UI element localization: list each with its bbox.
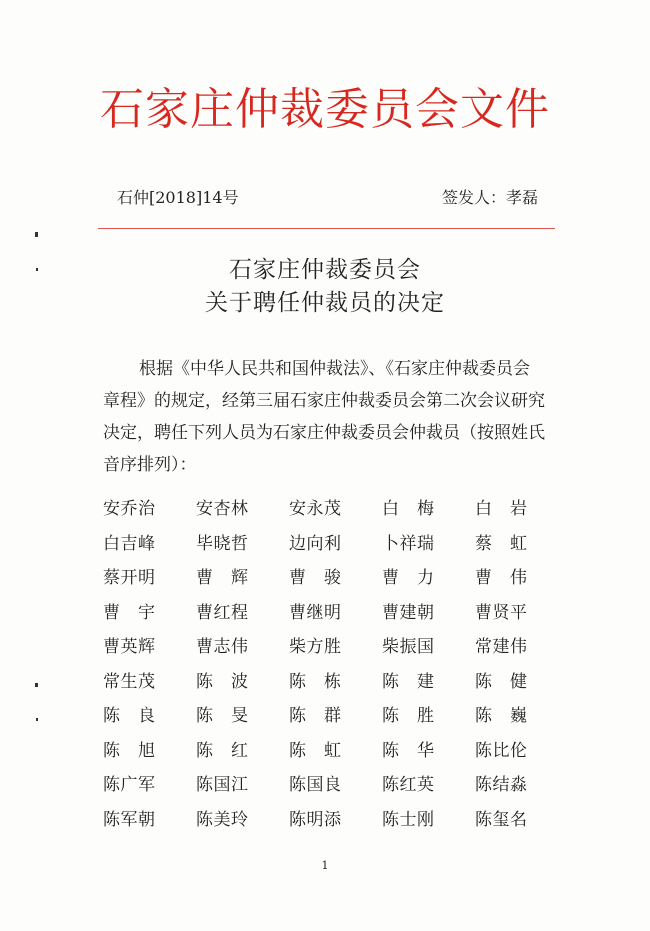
document-number: 石仲[2018]14号 — [117, 188, 239, 207]
arbitrator-name: 曹继明 — [289, 602, 342, 623]
body-line: 音序排列）： — [103, 455, 197, 475]
arbitrator-name: 曹 骏 — [289, 568, 342, 588]
body-line: 章程》的规定，经第三届石家庄仲裁委员会第二次会议研究 — [103, 391, 545, 411]
arbitrator-name: 陈 栋 — [289, 671, 342, 692]
arbitrator-name: 柴振国 — [382, 637, 435, 657]
arbitrator-name-list — [103, 494, 563, 839]
arbitrator-name: 陈 胜 — [382, 706, 435, 726]
arbitrator-name: 安永茂 — [289, 499, 342, 519]
arbitrator-name: 陈美玲 — [196, 809, 249, 830]
arbitrator-name: 陈 旭 — [103, 740, 156, 761]
arbitrator-name: 常生茂 — [103, 671, 156, 692]
arbitrator-name: 曹 力 — [382, 568, 435, 588]
arbitrator-name: 柴方胜 — [289, 637, 342, 657]
page-number: 1 — [321, 859, 329, 872]
arbitrator-name: 曹红程 — [196, 602, 249, 623]
arbitrator-name: 蔡 虹 — [475, 533, 528, 554]
arbitrator-name: 白 岩 — [475, 499, 528, 519]
document-header-title: 石家庄仲裁委员会文件 — [100, 84, 550, 135]
arbitrator-name: 陈 波 — [196, 671, 249, 692]
header-divider — [98, 228, 555, 229]
arbitrator-name: 陈 红 — [196, 740, 249, 761]
arbitrator-name: 陈红英 — [382, 775, 435, 795]
arbitrator-name: 陈比伦 — [475, 740, 528, 761]
arbitrator-name: 安杏林 — [196, 499, 249, 519]
arbitrator-name: 曹贤平 — [475, 602, 528, 623]
arbitrator-name: 陈 巍 — [475, 706, 528, 726]
arbitrator-name: 陈广军 — [103, 775, 156, 795]
arbitrator-name: 边向利 — [289, 533, 342, 554]
arbitrator-name: 陈 建 — [382, 671, 435, 692]
arbitrator-name: 陈 健 — [475, 671, 528, 692]
arbitrator-name: 陈国良 — [289, 775, 342, 795]
body-line: 根据《中华人民共和国仲裁法》、《石家庄仲裁委员会 — [139, 359, 530, 379]
arbitrator-name: 陈 群 — [289, 706, 342, 726]
arbitrator-name: 陈 旻 — [196, 706, 249, 726]
binding-mark — [35, 232, 38, 237]
decision-title-line-1: 石家庄仲裁委员会 — [229, 257, 421, 283]
arbitrator-name: 白吉峰 — [103, 533, 156, 554]
arbitrator-name: 曹 宇 — [103, 602, 156, 623]
arbitrator-name: 陈 华 — [382, 740, 435, 761]
binding-mark — [36, 718, 38, 721]
arbitrator-name: 陈玺名 — [475, 809, 528, 830]
arbitrator-name: 曹英辉 — [103, 637, 156, 657]
arbitrator-name: 曹 辉 — [196, 568, 249, 588]
arbitrator-name: 蔡开明 — [103, 568, 156, 588]
arbitrator-name: 陈 良 — [103, 706, 156, 726]
body-line: 决定，聘任下列人员为石家庄仲裁委员会仲裁员（按照姓氏 — [103, 423, 545, 443]
arbitrator-name: 白 梅 — [382, 499, 435, 519]
arbitrator-name: 陈 虹 — [289, 740, 342, 761]
arbitrator-name: 陈结淼 — [475, 775, 528, 795]
arbitrator-name: 曹 伟 — [475, 568, 528, 588]
decision-title-line-2: 关于聘任仲裁员的决定 — [205, 290, 445, 316]
arbitrator-name: 陈国江 — [196, 775, 249, 795]
decision-body — [103, 353, 559, 481]
arbitrator-name: 安乔治 — [103, 499, 156, 519]
arbitrator-name: 曹志伟 — [196, 637, 249, 657]
signer-label: 签发人：孝磊 — [441, 188, 538, 207]
arbitrator-name: 毕晓哲 — [196, 533, 249, 554]
arbitrator-name: 常建伟 — [475, 637, 528, 657]
arbitrator-name: 陈明添 — [289, 809, 342, 830]
arbitrator-name: 陈士刚 — [382, 809, 435, 830]
arbitrator-name: 陈军朝 — [103, 809, 156, 830]
arbitrator-name: 曹建朝 — [382, 602, 435, 623]
arbitrator-name: 卜祥瑞 — [382, 533, 435, 554]
binding-mark — [35, 683, 38, 687]
